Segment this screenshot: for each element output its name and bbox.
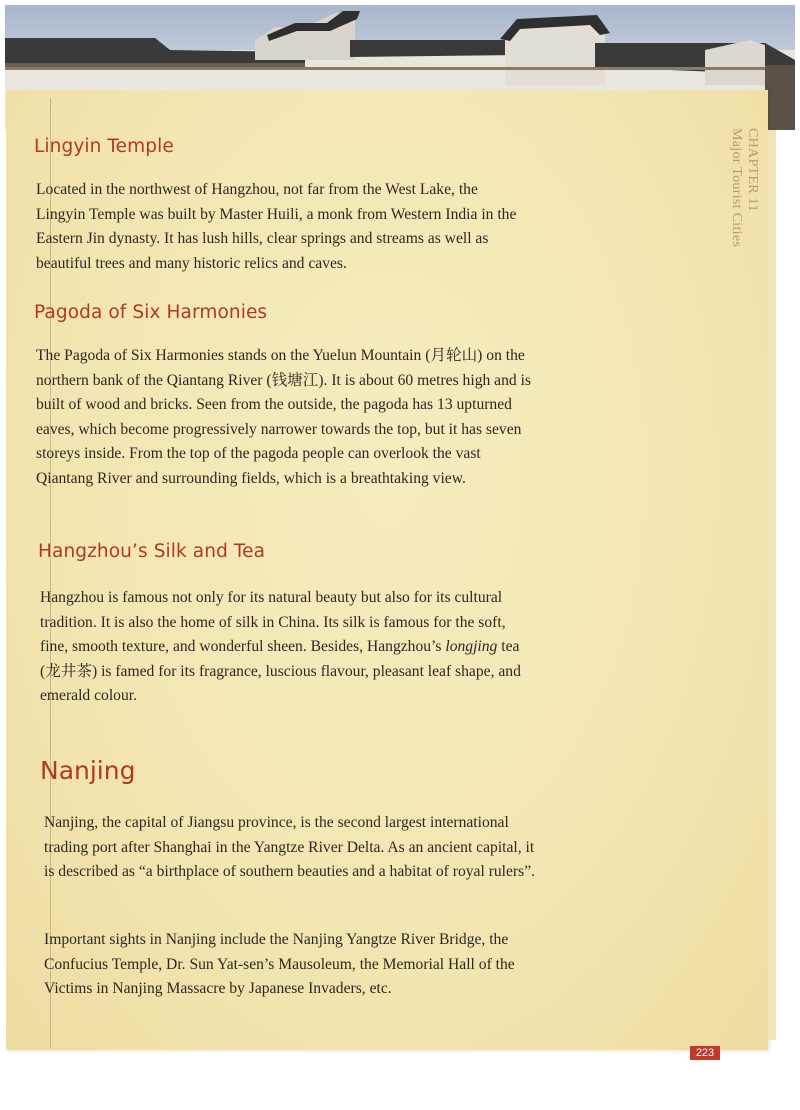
- lingyin-temple-heading: Lingyin Temple: [34, 136, 174, 157]
- nanjing-paragraph-2: Important sights in Nanjing include the Nanjing Yangtze River Bridge, the Confucius Temple, Dr. Sun Yat-sen’s Mausoleum, the Memorial Hall of the Victims in Nanjing Massacre by Japanese Invaders, etc.: [44, 931, 515, 997]
- silk-tea-heading: Hangzhou’s Silk and Tea: [38, 541, 266, 562]
- longjing-term: longjing: [445, 638, 498, 655]
- page-edge-strip: [768, 130, 776, 1040]
- pagoda-heading: Pagoda of Six Harmonies: [34, 302, 268, 323]
- nanjing-paragraph-1: Nanjing, the capital of Jiangsu province, is the second largest international trading port after Shanghai in the Yangtze River Delta. As an ancient capital, it is described as “a birthplace of southern beauties and a habitat of royal rulers”.: [44, 814, 536, 880]
- silk-tea-text-2: tea (龙井茶) is famed for its fragrance, luscious flavour, pleasant leaf shape, and emerald colour.: [40, 638, 521, 704]
- running-head: [728, 128, 760, 247]
- nanjing-title: Nanjing: [40, 756, 136, 785]
- silk-tea-paragraph: [40, 586, 535, 709]
- running-head-title: Major Tourist Cities: [729, 128, 744, 248]
- pagoda-paragraph: The Pagoda of Six Harmonies stands on the Yuelun Mountain (月轮山) on the northern bank of the Qiantang River (钱塘江). It is about 60 metres high and is built of wood and bricks. Seen from the outside, the pagoda has 13 upturned eaves, which become progressively narrower towards the top, but it has seven storeys inside. From the top of the pagoda people can overlook the vast Qiantang River and surrounding fields, which is a breathtaking view.: [36, 347, 531, 487]
- lingyin-temple-paragraph: Located in the northwest of Hangzhou, not far from the West Lake, the Lingyin Temple was built by Master Huili, a monk from Western India in the Eastern Jin dynasty. It has lush hills, clear springs and streams as well as beautiful trees and many historic relics and caves.: [36, 181, 517, 272]
- running-head-chapter: CHAPTER 11: [745, 128, 760, 212]
- silk-tea-text-1: Hangzhou is famous not only for its natural beauty but also for its cultural tradition. It is also the home of silk in China. Its silk is famous for the soft, fine, smooth texture, and wonderful sheen. Besides, Hangzhou’s: [40, 589, 506, 655]
- page-number-badge: 223: [690, 1046, 720, 1060]
